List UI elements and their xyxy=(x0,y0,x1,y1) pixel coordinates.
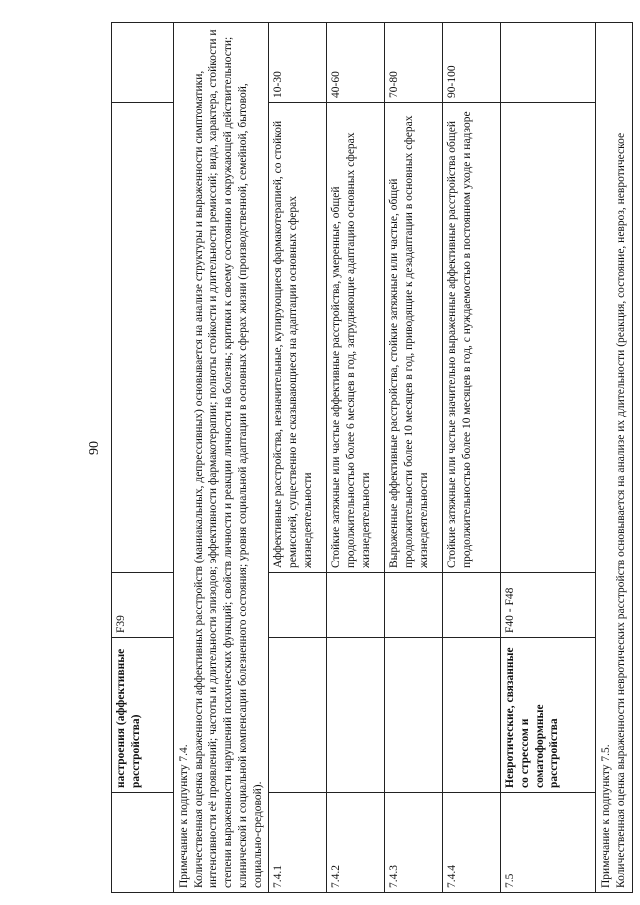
row-description: Стойкие затяжные или частые аффективные расстройства, умеренные, общей продолжительностью более 6 месяцев в год, затрудняющие адаптацию основных сферах жизнедеятельности xyxy=(327,103,385,573)
table-row xyxy=(269,23,327,893)
icd-code: F40 - F48 xyxy=(501,573,596,638)
note-text: Количественная оценка выраженности аффективных расстройств (маниакальных, депрессивных) основывается на анализе структуры и выраженности симптоматики, интенсивности её проявлений; частоты и длительности эпизодов; эффективности фармакотерапии; полноты стойкости и длительности ремиссий; вида, характера, стойкости и степени выраженности нарушений психических функций; свойств личности и реакции личности на болезнь; критики к своему состоянию и окружающей действительности; клинической и социальной компенсации болезненного состояния; уровня социальной адаптации в основных сферах жизни (производственной, семейной, бытовой, социально-средовой). xyxy=(192,29,264,888)
row-number: 7.4.2 xyxy=(327,793,385,893)
note-row xyxy=(596,23,632,893)
row-description: Выраженные аффективные расстройства, стойкие затяжные или частые, общей продолжительности более 10 месяцев в год, приводящие к дезадаптации в основных сферах жизнедеятельности xyxy=(385,103,443,573)
page-number: 90 xyxy=(87,441,102,455)
table-row xyxy=(327,23,385,893)
row-percent: 40-60 xyxy=(327,23,385,103)
note-text: Количественная оценка выраженности невротических расстройств основывается на анализе их длительности (реакция, состояние, невроз, невротическое xyxy=(615,132,628,888)
row-percent: 10-30 xyxy=(269,23,327,103)
category-label: настроения (аффективные расстройства) xyxy=(112,638,174,793)
row-description: Аффективные расстройства, незначительные, купирующиеся фармакотерапией, со стойкой ремиссией, существенно не сказывающиеся на адаптации основных сферах жизнедеятельности xyxy=(269,103,327,573)
table-row xyxy=(385,23,443,893)
rotated-page xyxy=(111,23,628,893)
table-row xyxy=(443,23,501,893)
note-row xyxy=(174,23,269,893)
note-title: Примечание к подпункту 7.4. xyxy=(178,744,190,888)
row-number: 7.4.1 xyxy=(269,793,327,893)
category-label: Невротические, связанные со стрессом и соматоформные расстройства xyxy=(501,638,596,793)
row-number: 7.5 xyxy=(501,793,596,893)
row-number: 7.4.4 xyxy=(443,793,501,893)
icd-code: F39 xyxy=(112,573,174,638)
note-title: Примечание к подпункту 7.5. xyxy=(600,744,613,888)
row-percent: 70-80 xyxy=(385,23,443,103)
table-row xyxy=(501,23,596,893)
disability-table xyxy=(111,22,633,893)
table-row-header xyxy=(112,23,174,893)
row-number: 7.4.3 xyxy=(385,793,443,893)
row-percent: 90-100 xyxy=(443,23,501,103)
row-description: Стойкие затяжные или частые значительно выраженные аффективные расстройства общей продолжительностью более 10 месяцев в год, с нуждаемостью в постоянном уходе и надзоре xyxy=(443,103,501,573)
